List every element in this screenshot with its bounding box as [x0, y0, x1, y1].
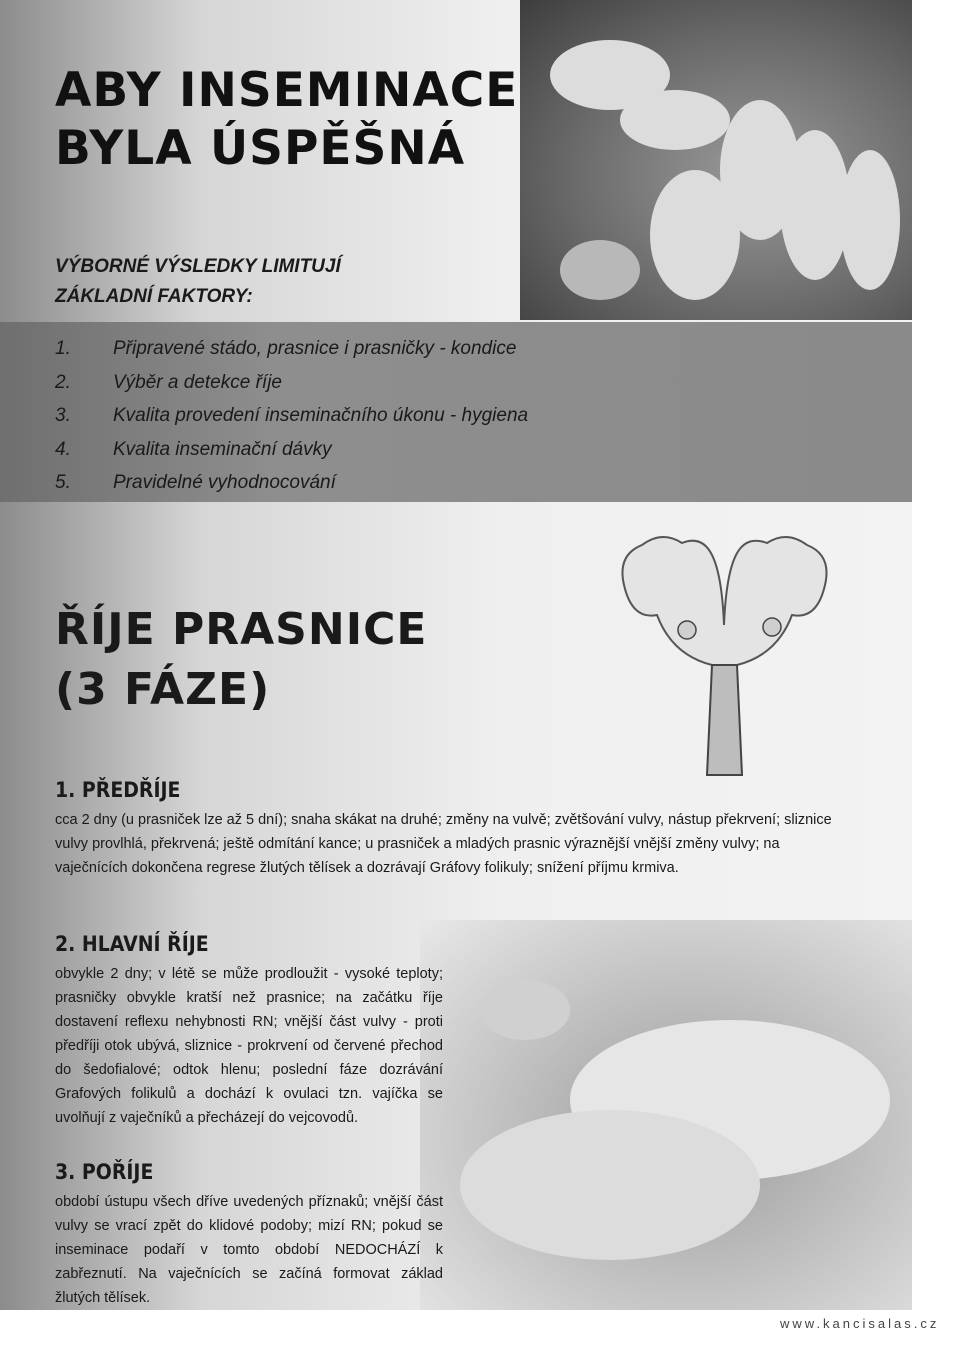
phase-1 [55, 776, 855, 880]
lead-line-2: ZÁKLADNÍ FAKTORY: [55, 286, 253, 307]
factors-lead [55, 252, 341, 312]
factor-item: 4. Kvalita inseminační dávky [55, 438, 332, 460]
factor-item: 2. Výběr a detekce říje [55, 371, 282, 393]
phase-1-heading: 1. PŘEDŘÍJE [55, 778, 181, 802]
sows-feeding-photo [520, 0, 912, 320]
section-line-1: ŘÍJE PRASNICE [55, 604, 428, 655]
factors-list [55, 332, 528, 500]
phase-3-heading: 3. POŘÍJE [55, 1160, 154, 1184]
website-url: www.kancisalas.cz [780, 1316, 940, 1331]
factor-item: 5. Pravidelné vyhodnocování [55, 472, 336, 493]
title-line-1: ABY INSEMINACE [55, 63, 519, 118]
page-title [55, 62, 518, 178]
title-line-2: BYLA ÚSPĚŠNÁ [55, 121, 466, 176]
lead-line-1: VÝBORNÉ VÝSLEDKY LIMITUJÍ [55, 256, 341, 277]
phase-3 [55, 1158, 443, 1310]
boar-mounting-sow-photo [420, 920, 912, 1310]
factor-item: 1. Připravené stádo, prasnice i prasničky - kondice [55, 338, 517, 359]
phase-3-text: období ústupu všech dříve uvedených příznaků; vnější část vulvy se vrací zpět do klidové podoby; mizí RN; pokud se inseminace podaří v tomto období NEDOCHÁZÍ k zabřeznutí. Na vaječnících se začíná formovat základ žlutých tělísek. [55, 1194, 443, 1306]
phase-2-heading: 2. HLAVNÍ ŘÍJE [55, 932, 209, 956]
phase-1-text: cca 2 dny (u prasniček lze až 5 dní); snaha skákat na druhé; změny na vulvě; zvětšování vulvy, nástup překrvení; sliznice vulvy provlhlá, překrvená; ještě odmítání kance; u prasniček a mladých prasnic výraznější vnější změny vulvy; na vaječnících dokončena regrese žlutých tělísek a dozrávají Gráfovy folikuly; snížení příjmu krmiva. [55, 812, 832, 876]
phase-2-text: obvykle 2 dny; v létě se může prodloužit - vysoké teploty; prasničky obvykle kratší než prasnice; na začátku říje dostavení reflexu nehybnosti RN; vnější část vulvy - proti předříji otok ubývá, sliznice - prokrvení od červené přechod do šedofialové; odtok hlenu; poslední fáze dozrávání Grafových folikulů a dochází k ovulaci tzn. vajíčka se uvolňují z vaječníků a přecházejí do vejcovodů. [55, 966, 443, 1126]
section-heading [55, 600, 427, 720]
sow-reproductive-tract-illustration [612, 525, 837, 790]
section-line-2: (3 FÁZE) [55, 664, 271, 715]
phase-2 [55, 930, 443, 1130]
factor-item: 3. Kvalita provedení inseminačního úkonu - hygiena [55, 405, 529, 426]
